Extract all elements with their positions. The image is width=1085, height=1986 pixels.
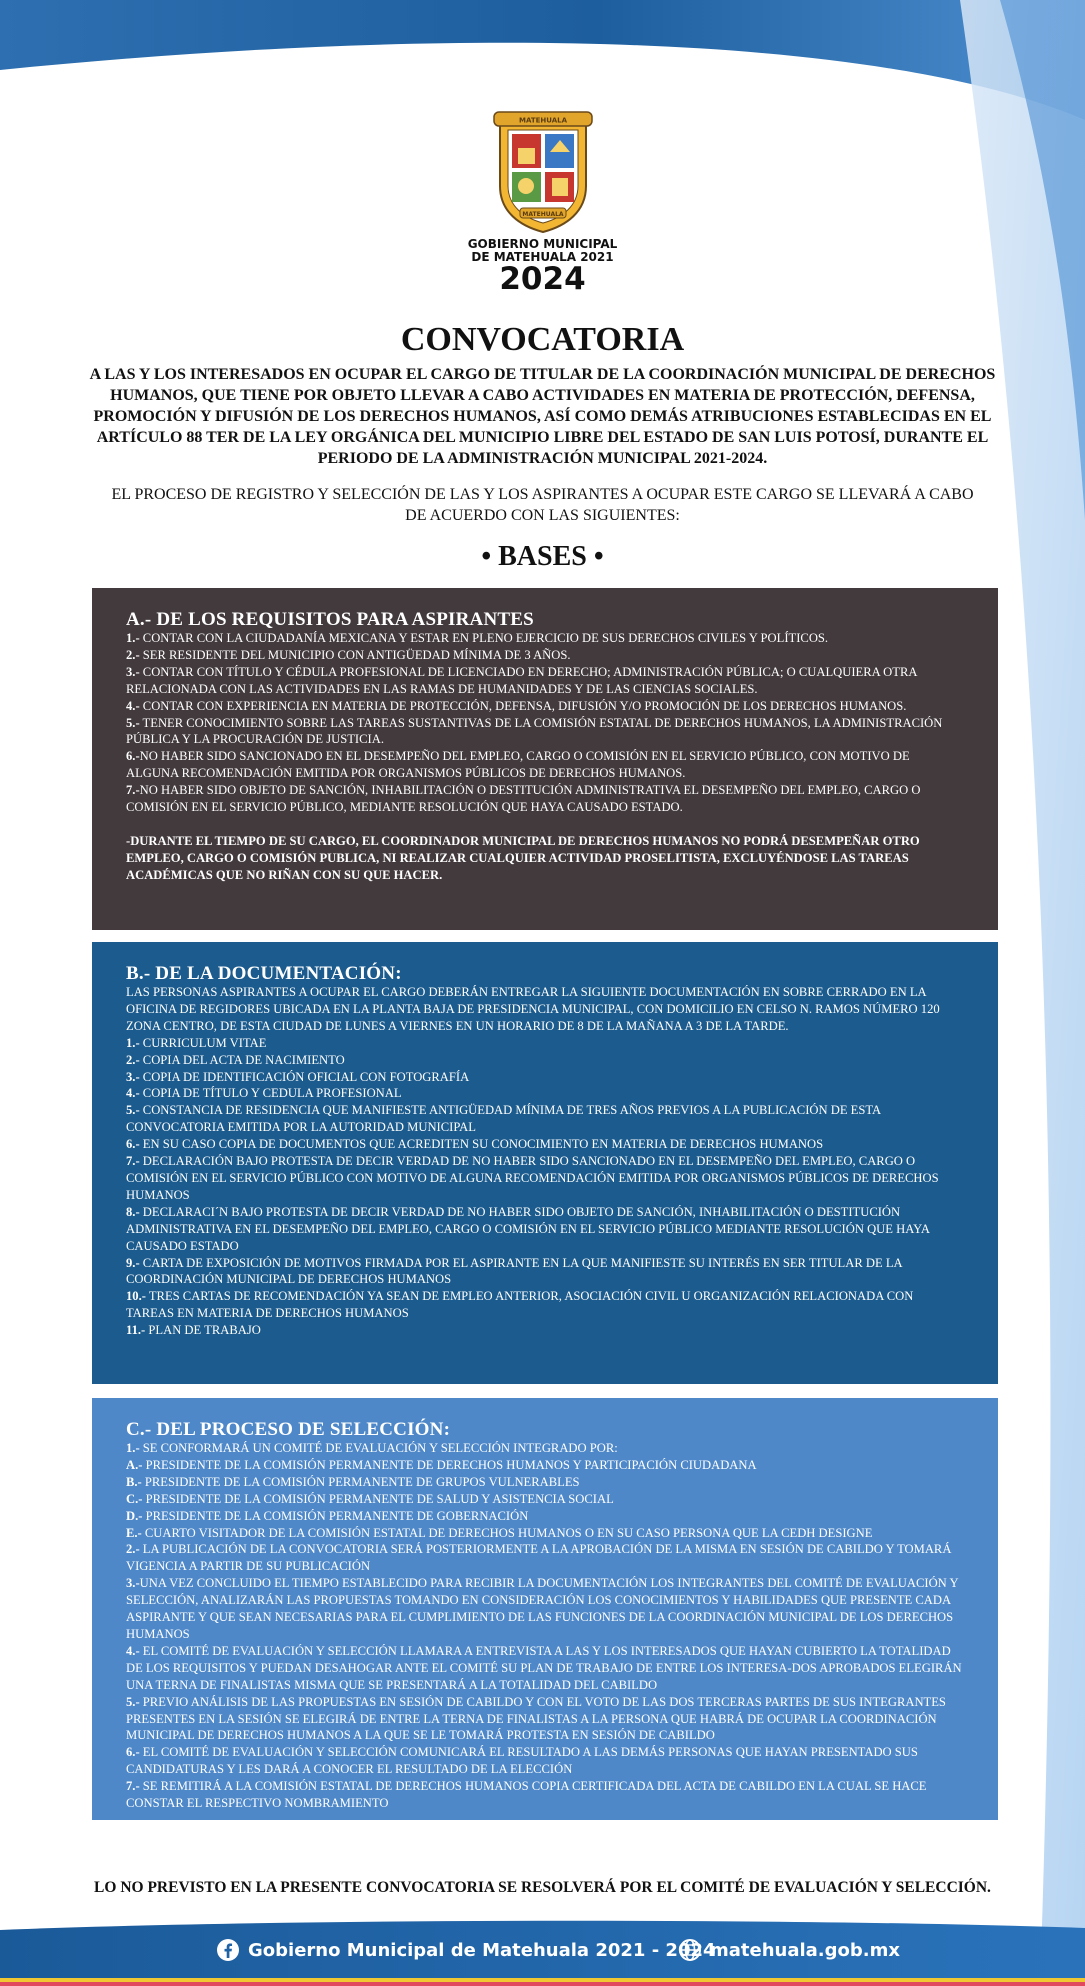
intro-paragraph: A LAS Y LOS INTERESADOS EN OCUPAR EL CARGO DE TITULAR DE LA COORDINACIÓN MUNICIPAL DE DERECHOS HUMANOS, QUE TIENE POR OBJETO LLEVAR A CABO ACTIVIDADES EN MATERIA DE PROTECCIÓN, DEFENSA, PROMOCIÓN Y DIFUSIÓN DE LOS DERECHOS HUMANOS, ASÍ COMO DEMÁS ATRIBUCIONES ESTABLECIDAS EN EL ARTÍCULO 88 TER DE LA LEY ORGÁNICA DEL MUNICIPIO LIBRE DEL ESTADO DE SAN LUIS POTOSÍ, DURANTE EL PERIODO DE LA ADMINISTRACIÓN MUNICIPAL 2021-2024. [89, 366, 996, 467]
list-item: 10.- TRES CARTAS DE RECOMENDACIÓN YA SEAN DE EMPLEO ANTERIOR, ASOCIACIÓN CIVIL U ORGANIZACIÓN RELACIONADA CON TAREAS EN MATERIA DE DERECHOS HUMANOS [126, 1289, 914, 1321]
section-documentation [92, 942, 998, 1384]
list-item: 8.- DECLARACI´N BAJO PROTESTA DE DECIR VERDAD DE NO HABER SIDO OBJETO DE SANCIÓN, INHABILITACIÓN O DESTITUCIÓN ADMINISTRATIVA EN EL DESEMPEÑO DEL EMPLEO, CARGO O COMISIÓN EN EL SERVICIO PÚBLICO MEDIANTE RESOLUCIÓN QUE HAYA CAUSADO ESTADO [126, 1204, 930, 1253]
list-item: 2.- SER RESIDENTE DEL MUNICIPIO CON ANTIGÜEDAD MÍNIMA DE 3 AÑOS. [126, 647, 571, 662]
section-documentation-heading: B.- DE LA DOCUMENTACIÓN: [126, 963, 402, 984]
section-selection-process [92, 1398, 998, 1820]
municipal-seal-logo [490, 108, 596, 234]
list-item: 3.- COPIA DE IDENTIFICACIÓN OFICIAL CON FOTOGRAFÍA [126, 1069, 470, 1084]
list-item: 6.- EN SU CASO COPIA DE DOCUMENTOS QUE ACREDITEN SU CONOCIMIENTO EN MATERIA DE DERECHOS HUMANOS [126, 1137, 824, 1152]
list-item: D.- PRESIDENTE DE LA COMISIÓN PERMANENTE DE GOBERNACIÓN [126, 1508, 529, 1523]
facebook-icon [216, 1938, 240, 1962]
list-item: 5.- TENER CONOCIMIENTO SOBRE LAS TAREAS SUSTANTIVAS DE LA COMISIÓN ESTATAL DE DERECHOS HUMANOS, LA ADMINISTRACIÓN PÚBLICA Y LA PROCURACIÓN DE JUSTICIA. [126, 715, 943, 747]
requirements-note: -DURANTE EL TIEMPO DE SU CARGO, EL COORDINADOR MUNICIPAL DE DERECHOS HUMANOS NO PODRÁ DESEMPEÑAR OTRO EMPLEO, CARGO O COMISIÓN PUBLICA, NI REALIZAR CUALQUIER ACTIVIDAD PROSELITISTA, EXCLUYÉNDOSE LAS TAREAS ACADÉMICAS QUE NO RIÑAN CON SU QUE HACER. [126, 833, 920, 882]
list-item: 7.- DECLARACIÓN BAJO PROTESTA DE DECIR VERDAD DE NO HABER SIDO SANCIONADO EN EL DESEMPEÑO DEL EMPLEO, CARGO O COMISIÓN EN EL SERVICIO PÚBLICO CON MOTIVO DE ALGUNA RECOMENDACIÓN EMITIDA POR ORGANISMOS PÚBLICOS DE DERECHOS HUMANOS [126, 1154, 939, 1202]
list-item: 7.-NO HABER SIDO OBJETO DE SANCIÓN, INHABILITACIÓN O DESTITUCIÓN ADMINISTRATIVA EL DESEMPEÑO DEL EMPLEO, CARGO O COMISIÓN EN EL SERVICIO PÚBLICO, MEDIANTE RESOLUCIÓN QUE HAYA CAUSADO ESTADO. [126, 783, 921, 815]
section-requirements [92, 588, 998, 930]
requirements-list [126, 630, 964, 816]
selection-list [126, 1440, 964, 1812]
website-link[interactable] [678, 1936, 900, 1964]
intro-process-paragraph: EL PROCESO DE REGISTRO Y SELECCIÓN DE LAS Y LOS ASPIRANTES A OCUPAR ESTE CARGO SE LLEVARÁ A CABO DE ACUERDO CON LAS SIGUIENTES: [111, 486, 974, 524]
svg-text:MATEHUALA: MATEHUALA [518, 116, 568, 125]
section-requirements-heading: A.- DE LOS REQUISITOS PARA ASPIRANTES [126, 609, 534, 630]
list-item: 6.- EL COMITÉ DE EVALUACIÓN Y SELECCIÓN COMUNICARÁ EL RESULTADO A LAS DEMÁS PERSONAS QUE HAYAN PRESENTADO SUS CANDIDATURAS Y LES DARÁ A CONOCER EL RESULTADO DE LA ELECCIÓN [126, 1745, 918, 1777]
list-item: 5.- CONSTANCIA DE RESIDENCIA QUE MANIFIESTE ANTIGÜEDAD MÍNIMA DE TRES AÑOS PREVIOS A LA PUBLICACIÓN DE ESTA CONVOCATORIA EMITIDA POR LA AUTORIDAD MUNICIPAL [126, 1103, 881, 1135]
list-item: B.- PRESIDENTE DE LA COMISIÓN PERMANENTE DE GRUPOS VULNERABLES [126, 1474, 580, 1489]
list-item: 2.- LA PUBLICACIÓN DE LA CONVOCATORIA SERÁ POSTERIORMENTE A LA APROBACIÓN DE LA MISMA EN SESIÓN DE CABILDO Y TOMARÁ VIGENCIA A PARTIR DE SU PUBLICACIÓN [126, 1542, 952, 1574]
svg-text:MATEHUALA: MATEHUALA [522, 211, 564, 218]
list-item: 6.-NO HABER SIDO SANCIONADO EN EL DESEMPEÑO DEL EMPLEO, CARGO O COMISIÓN EN EL SERVICIO PÚBLICO, CON MOTIVO DE ALGUNA RECOMENDACIÓN EMITIDA POR ORGANISMOS PÚBLICOS DE DERECHOS HUMANOS. [126, 749, 910, 781]
list-item: A.- PRESIDENTE DE LA COMISIÓN PERMANENTE DE DERECHOS HUMANOS Y PARTICIPACIÓN CIUDADANA [126, 1457, 757, 1472]
list-item: 1.- CURRICULUM VITAE [126, 1035, 267, 1050]
government-year: 2024 [499, 261, 586, 297]
facebook-text: Gobierno Municipal de Matehuala 2021 - 2024 [248, 1939, 716, 1961]
list-item: 5.- PREVIO ANÁLISIS DE LAS PROPUESTAS EN SESIÓN DE CABILDO Y CON EL VOTO DE LAS DOS TERCERAS PARTES DE SUS INTEGRANTES PRESENTES EN LA SESIÓN SE ELEGIRÁ DE ENTRE LA TERNA DE FINALISTAS A LA PERSONA QUE HABRÁ DE OCUPAR LA COORDINACIÓN MUNICIPAL DE DERECHOS HUMANOS A LA QUE SE LE TOMARÁ PROTESTA EN SESIÓN DE CABILDO [126, 1694, 946, 1743]
bases-heading: • BASES • [481, 541, 604, 572]
list-item: 1.- CONTAR CON LA CIUDADANÍA MEXICANA Y ESTAR EN PLENO EJERCICIO DE SUS DERECHOS CIVILES Y POLÍTICOS. [126, 631, 829, 645]
list-item: 4.- COPIA DE TÍTULO Y CEDULA PROFESIONAL [126, 1086, 402, 1101]
website-text: matehuala.gob.mx [710, 1939, 900, 1961]
list-item: 7.- SE REMITIRÁ A LA COMISIÓN ESTATAL DE DERECHOS HUMANOS COPIA CERTIFICADA DEL ACTA DE CABILDO EN LA CUAL SE HACE CONSTAR EL RESPECTIVO NOMBRAMIENTO [126, 1779, 927, 1811]
section-selection-heading: C.- DEL PROCESO DE SELECCIÓN: [126, 1419, 451, 1440]
government-name-line1: GOBIERNO MUNICIPAL [467, 237, 618, 251]
list-item: 4.- CONTAR CON EXPERIENCIA EN MATERIA DE PROTECCIÓN, DEFENSA, DIFUSIÓN Y/O PROMOCIÓN DE LOS DERECHOS HUMANOS. [126, 698, 907, 713]
list-item: 9.- CARTA DE EXPOSICIÓN DE MOTIVOS FIRMADA POR EL ASPIRANTE EN LA QUE MANIFIESTE SU INTERÉS EN SER TITULAR DE LA COORDINACIÓN MUNICIPAL DE DERECHOS HUMANOS [126, 1255, 902, 1287]
list-item: C.- PRESIDENTE DE LA COMISIÓN PERMANENTE DE SALUD Y ASISTENCIA SOCIAL [126, 1491, 614, 1506]
page-title: CONVOCATORIA [400, 321, 685, 358]
list-item: 11.- PLAN DE TRABAJO [126, 1323, 261, 1338]
list-item: 3.- CONTAR CON TÍTULO Y CÉDULA PROFESIONAL DE LICENCIADO EN DERECHO; ADMINISTRACIÓN PÚBLICA; O CUALQUIERA OTRA RELACIONADA CON LAS ACTIVIDADES EN LAS RAMAS DE HUMANIDADES Y DE LAS CIENCIAS SOCIALES. [126, 664, 917, 696]
list-item: 2.- COPIA DEL ACTA DE NACIMIENTO [126, 1052, 345, 1067]
footer-note: LO NO PREVISTO EN LA PRESENTE CONVOCATORIA SE RESOLVERÁ POR EL COMITÉ DE EVALUACIÓN Y SELECCIÓN. [94, 1879, 991, 1896]
documentation-lead: LAS PERSONAS ASPIRANTES A OCUPAR EL CARGO DEBERÁN ENTREGAR LA SIGUIENTE DOCUMENTACIÓN EN SOBRE CERRADO EN LA OFICINA DE REGIDORES UBICADA EN LA PLANTA BAJA DE PRESIDENCIA MUNICIPAL, CON DOMICILIO EN CELSO N. RAMOS NÚMERO 120 ZONA CENTRO, DE ESTA CIUDAD DE LUNES A VIERNES EN UN HORARIO DE 8 DE LA MAÑANA A 3 DE LA TARDE. [126, 985, 940, 1033]
list-item: E.- CUARTO VISITADOR DE LA COMISIÓN ESTATAL DE DERECHOS HUMANOS O EN SU CASO PERSONA QUE LA CEDH DESIGNE [126, 1525, 873, 1540]
facebook-link[interactable] [216, 1936, 716, 1964]
list-item: 4.- EL COMITÉ DE EVALUACIÓN Y SELECCIÓN LLAMARA A ENTREVISTA A LAS Y LOS INTERESADOS QUE HAYAN CUBIERTO LA TOTALIDAD DE LOS REQUISITOS Y PUEDAN DESAHOGAR ANTE EL COMITÉ SU PLAN DE TRABAJO DE ENTRE LOS INTERESA-DOS APROBADOS ELEGIRÁN UNA TERNA DE FINALISTAS MISMA QUE SE PRESENTARÁ A LA TOTALIDAD DEL CABILDO [126, 1643, 962, 1692]
government-name-line2: DE MATEHUALA 2021 [471, 250, 614, 264]
globe-icon [678, 1938, 702, 1962]
documentation-list [126, 1035, 964, 1339]
list-item: 1.- SE CONFORMARÁ UN COMITÉ DE EVALUACIÓN Y SELECCIÓN INTEGRADO POR: [126, 1441, 618, 1455]
list-item: 3.-UNA VEZ CONCLUIDO EL TIEMPO ESTABLECIDO PARA RECIBIR LA DOCUMENTACIÓN LOS INTEGRANTES DEL COMITÉ DE EVALUACIÓN Y SELECCIÓN, ANALIZARÁN LAS PROPUESTAS TOMANDO EN CONSIDERACIÓN LOS CONOCIMIENTOS Y HABILIDADES QUE PRESENTE CADA ASPIRANTE Y QUE SEAN NECESARIAS PARA EL CUMPLIMIENTO DE LAS FUNCIONES DE LA COORDINACIÓN MUNICIPAL DE LOS DERECHOS HUMANOS [126, 1576, 959, 1641]
